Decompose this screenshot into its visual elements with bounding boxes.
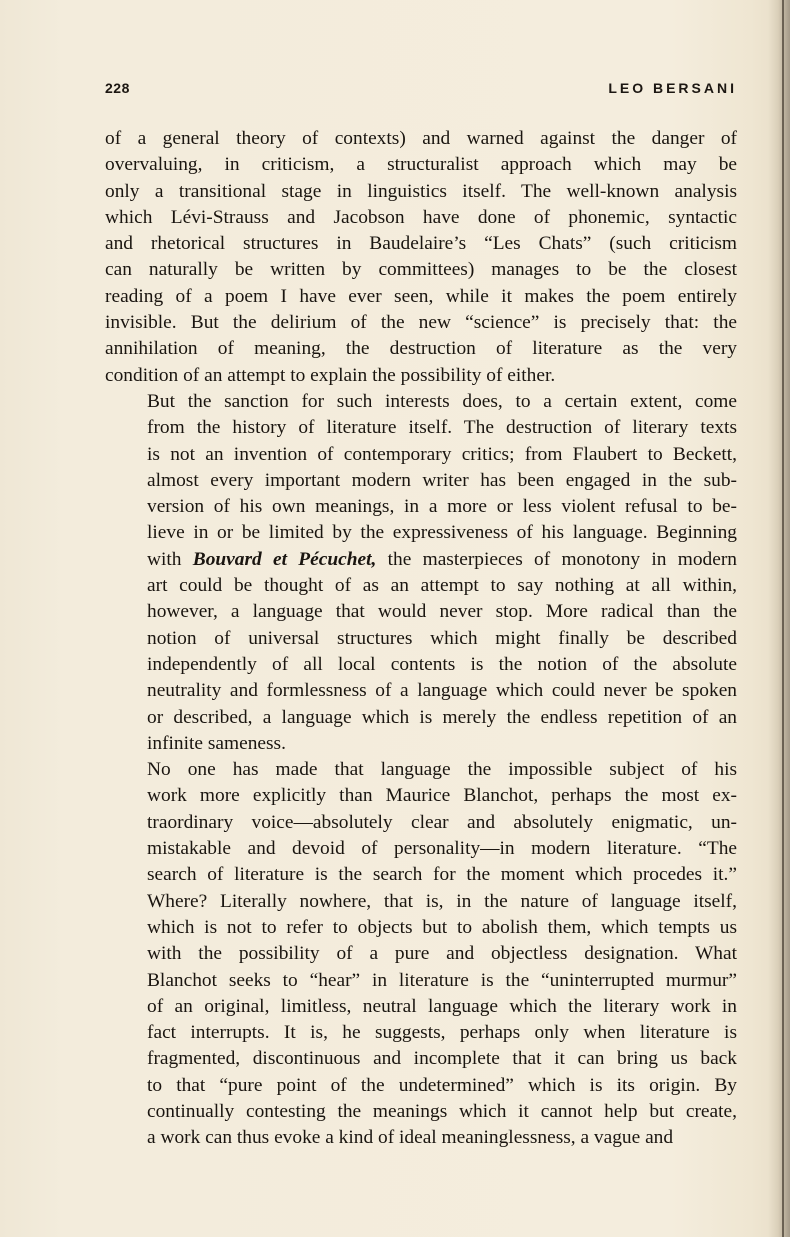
text-line: fragmented, discontinuous and incomplete that it can bring us back — [147, 1048, 737, 1070]
text-line: lieve in or be limited by the expressiveness of his language. Beginning — [147, 522, 737, 544]
text-line: and rhetorical structures in Baudelaire’s “Les Chats” (such criticism — [105, 233, 737, 255]
body-text — [105, 126, 737, 1152]
text-line: work more explicitly than Maurice Blanchot, perhaps the most ex- — [147, 785, 737, 807]
text-line: a work can thus evoke a kind of ideal meaninglessness, a vague and — [147, 1127, 674, 1149]
text-line: traordinary voice—absolutely clear and absolutely enigmatic, un- — [147, 811, 737, 833]
text-line: notion of universal structures which might finally be described — [147, 627, 737, 649]
text-line: neutrality and formlessness of a language which could never be spoken — [147, 680, 737, 702]
paragraph — [105, 126, 737, 389]
text-line: Blanchot seeks to “hear” in literature is the “uninterrupted murmur” — [147, 969, 737, 991]
text-line: But the sanction for such interests does, to a certain extent, come — [147, 390, 737, 412]
text-line: can naturally be written by committees) manages to be the closest — [105, 259, 737, 281]
text-line: which Lévi-Strauss and Jacobson have done of phonemic, syntactic — [105, 206, 737, 228]
text-line: annihilation of meaning, the destruction of literature as the very — [105, 338, 737, 360]
text-line: version of his own meanings, in a more or less violent refusal to be- — [147, 496, 737, 518]
text-line: or described, a language which is merely the endless repetition of an — [147, 706, 737, 728]
text-line: overvaluing, in criticism, a structuralist approach which may be — [105, 154, 737, 176]
text-line: however, a language that would never stop. More radical than the — [147, 601, 737, 623]
paragraph — [105, 757, 737, 1151]
page-header — [105, 80, 737, 104]
text-line: reading of a poem I have ever seen, while it makes the poem entirely — [105, 285, 737, 307]
book-title: Bouvard et Pécuchet, — [192, 548, 377, 570]
text-line: Where? Literally nowhere, that is, in the nature of language itself, — [147, 890, 737, 912]
text-line: independently of all local contents is the notion of the absolute — [147, 653, 737, 675]
text-line: No one has made that language the impossible subject of his — [147, 759, 737, 781]
text-line: continually contesting the meanings which it cannot help but create, — [147, 1100, 737, 1122]
text-line: to that “pure point of the undetermined” which is its origin. By — [147, 1074, 737, 1096]
text-line: almost every important modern writer has been engaged in the sub- — [147, 469, 737, 491]
text-line: fact interrupts. It is, he suggests, perhaps only when literature is — [147, 1022, 737, 1044]
text-line: invisible. But the delirium of the new “science” is precisely that: the — [105, 312, 737, 334]
text-line: with the possibility of a pure and objectless designation. What — [147, 943, 737, 965]
running-head: LEO BERSANI — [608, 80, 737, 96]
page-number: 228 — [105, 80, 130, 96]
text-line: only a transitional stage in linguistics itself. The well-known analysis — [105, 180, 737, 202]
text-line: infinite sameness. — [147, 732, 286, 754]
paragraph — [105, 389, 737, 757]
text-line: is not an invention of contemporary critics; from Flaubert to Beckett, — [147, 443, 737, 465]
text-line: art could be thought of as an attempt to say nothing at all within, — [147, 575, 737, 597]
page-edge-line — [782, 0, 784, 1237]
text-line: of an original, limitless, neutral language which the literary work in — [147, 995, 737, 1017]
text-line: mistakable and devoid of personality—in modern literature. “The — [147, 838, 737, 860]
text-line: of a general theory of contexts) and warned against the danger of — [105, 128, 737, 149]
text-line: with Bouvard et Pécuchet, the masterpieces of monotony in modern — [147, 548, 737, 570]
page-edge-shadow — [768, 0, 790, 1237]
text-line: which is not to refer to objects but to abolish them, which tempts us — [147, 916, 737, 938]
text-line: condition of an attempt to explain the possibility of either. — [105, 364, 556, 386]
text-line: search of literature is the search for the moment which procedes it.” — [147, 864, 737, 886]
text-line: from the history of literature itself. The destruction of literary texts — [147, 417, 737, 439]
